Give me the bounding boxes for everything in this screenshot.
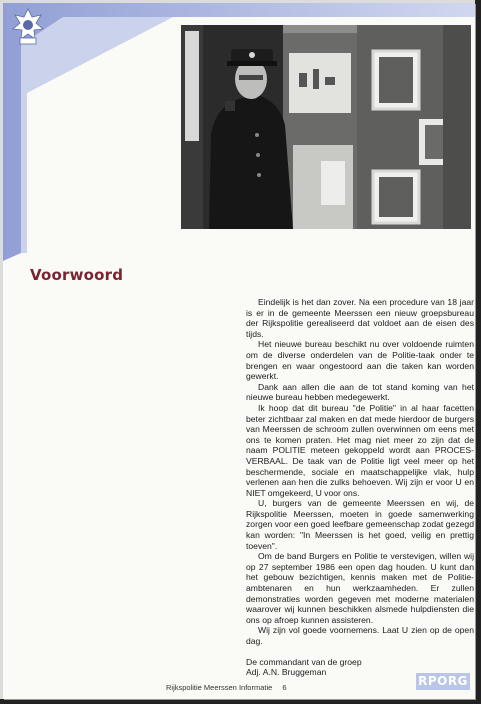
signature-title: De commandant van de groep [246,656,362,667]
page-edge-shadow-bottom [0,699,481,704]
page-number: 6 [282,683,287,692]
page-edge-shadow-right [475,0,481,704]
foreword-body [246,297,474,678]
commander-photograph [181,25,471,229]
rijkspolitie-emblem-icon [11,7,45,47]
paragraph: Het nieuwe bureau beschikt nu over voldoende ruimten om de diverse onderdelen van de Politie-taak onder te brengen en waar ongestoord aan die taken kan worden gewerkt. [246,339,474,382]
publication-name: Rijkspolitie Meerssen Informatie [166,683,273,692]
document-page [3,3,475,699]
page-footer [166,683,295,692]
page-title: Voorwoord [30,266,124,284]
paragraph: Ik hoop dat dit bureau "de Politie" in al haar facetten beter zichtbaar zal maken en dat mede hierdoor de burgers van Meerssen de schroom zullen overwinnen om eens met ons te komen praten. Het mag niet meer zo zijn dat de naam POLITIE meteen gekoppeld wordt aan PROCES-VERBAAL. De taak van de Politie ligt veel meer op het beschermende, sociale en maatschappelijke vlak, hulp verlenen aan hen die zulks behoeven. Wij zijn er voor U en NIET omgekeerd, U voor ons. [246,402,474,498]
paragraph: Wij zijn vol goede voornemens. Laat U zien op de open dag. [246,625,474,646]
signature-name: Adj. A.N. Bruggeman [246,667,327,678]
paragraph: Eindelijk is het dan zover. Na een procedure van 18 jaar is er in de gemeente Meerssen een nieuw groepsbureau der Rijkspolitie gerealiseerd dat voldoet aan de eisen des tijds. [246,297,474,339]
paragraph: Dank aan allen die aan de tot stand koming van het nieuwe bureau hebben medegewerkt. [246,381,474,403]
watermark-badge: RPORG [416,673,470,690]
paragraph: U, burgers van de gemeente Meerssen en wij, de Rijkspolitie Meerssen, moeten in goede samenwerking zorgen voor een goed leefbare gemeenschap zodat gezegd kan worden: "In Meerssen is het goed, veilig en prettig toeven". [246,498,474,551]
paragraph: Om de band Burgers en Politie te verstevigen, willen wij op 27 september 1986 een open dag houden. U kunt dan het gebouw bezichtigen, kennis maken met de Politie-ambtenaren en hun werkzaamheden. Er zullen demonstraties worden gegeven met moderne materialen waarover wij kunnen beschikken alsmede hulpdiensten die ons op afroep kunnen assisteren. [246,551,474,625]
